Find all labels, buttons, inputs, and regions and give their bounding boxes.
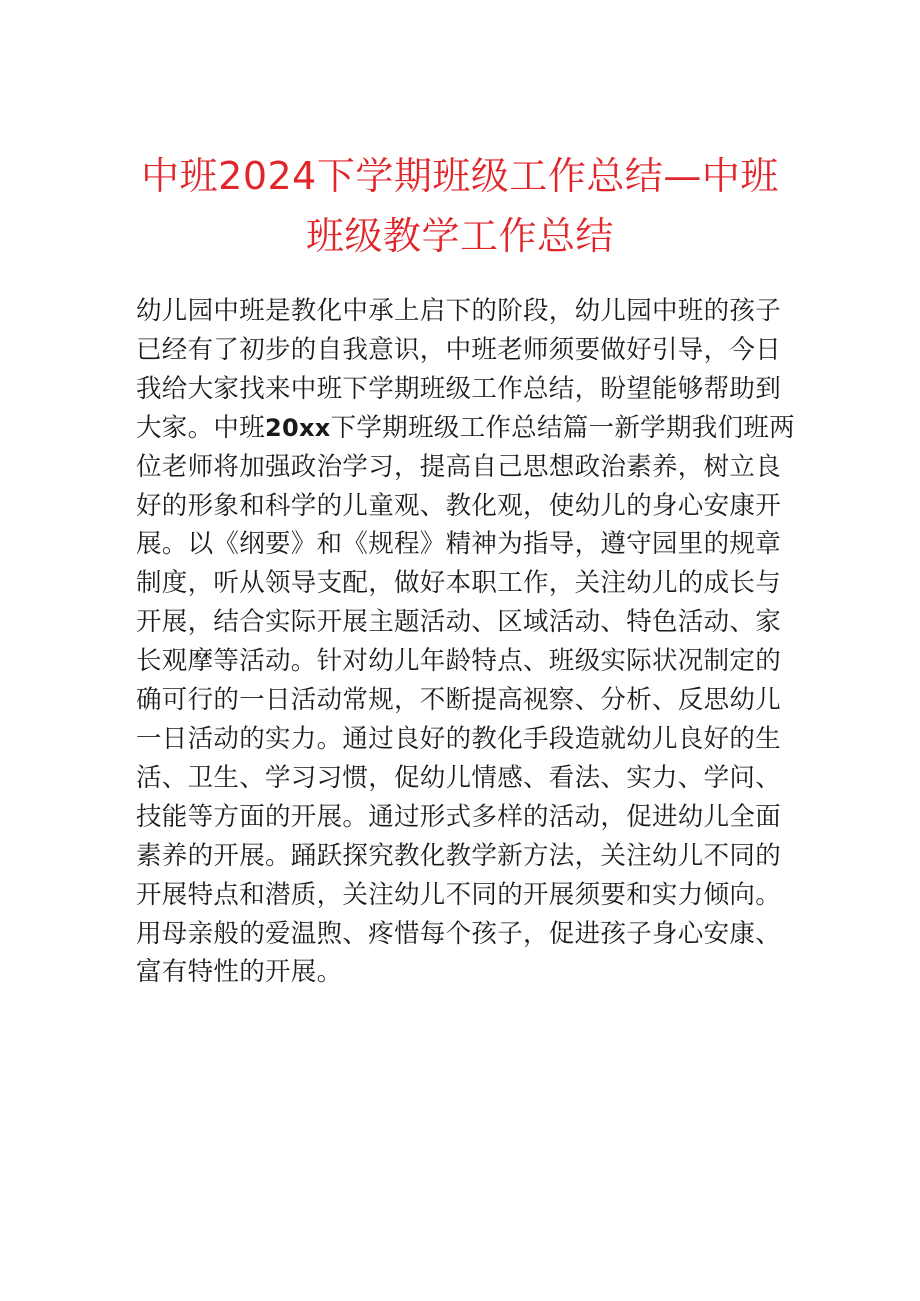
body-line: 长观摩等活动。针对幼儿年龄特点、班级实际状况制定的 [136, 646, 782, 677]
document-body [136, 292, 796, 992]
body-line: 已经有了初步的自我意识，中班老师须要做好引导，今日 [136, 334, 782, 365]
body-line: 活、卫生、学习习惯，促幼儿情感、看法、实力、学问、 [136, 762, 782, 793]
body-line: 幼儿园中班是教化中承上启下的阶段，幼儿园中班的孩子 [136, 296, 782, 326]
body-line-part: 下学期班级工作总结篇一新学期我们班两 [330, 412, 795, 443]
body-line: 制度，听从领导支配，做好本职工作，关注幼儿的成长与 [136, 568, 782, 599]
body-line: 一日活动的实力。通过良好的教化手段造就幼儿良好的生 [136, 723, 782, 754]
body-line: 好的形象和科学的儿童观、教化观，使幼儿的身心安康开 [136, 490, 782, 521]
body-line: 开展特点和潜质，关注幼儿不同的开展须要和实力倾向。 [136, 879, 782, 910]
document-title [120, 146, 800, 266]
body-line: 用母亲般的爱温煦、疼惜每个孩子，促进孩子身心安康、 [136, 918, 782, 949]
title-line-1: 中班2024下学期班级工作总结—中班 [141, 154, 779, 198]
body-line-with-year [136, 409, 796, 448]
body-line: 确可行的一日活动常规，不断提高视察、分析、反思幼儿 [136, 685, 782, 716]
body-line: 开展，结合实际开展主题活动、区域活动、特色活动、家 [136, 607, 782, 638]
body-line: 素养的开展。踊跃探究教化教学新方法，关注幼儿不同的 [136, 840, 782, 871]
body-line-part: 大家。中班 [136, 412, 266, 443]
bold-year: 20xx [265, 413, 331, 442]
body-line: 富有特性的开展。 [136, 957, 343, 988]
body-line: 展。以《纲要》和《规程》精神为指导，遵守园里的规章 [136, 529, 782, 560]
body-line: 我给大家找来中班下学期班级工作总结，盼望能够帮助到 [136, 373, 782, 404]
body-line: 位老师将加强政治学习，提高自己思想政治素养，树立良 [136, 451, 782, 482]
title-line-2: 班级教学工作总结 [305, 214, 614, 258]
body-line: 技能等方面的开展。通过形式多样的活动，促进幼儿全面 [136, 801, 782, 832]
